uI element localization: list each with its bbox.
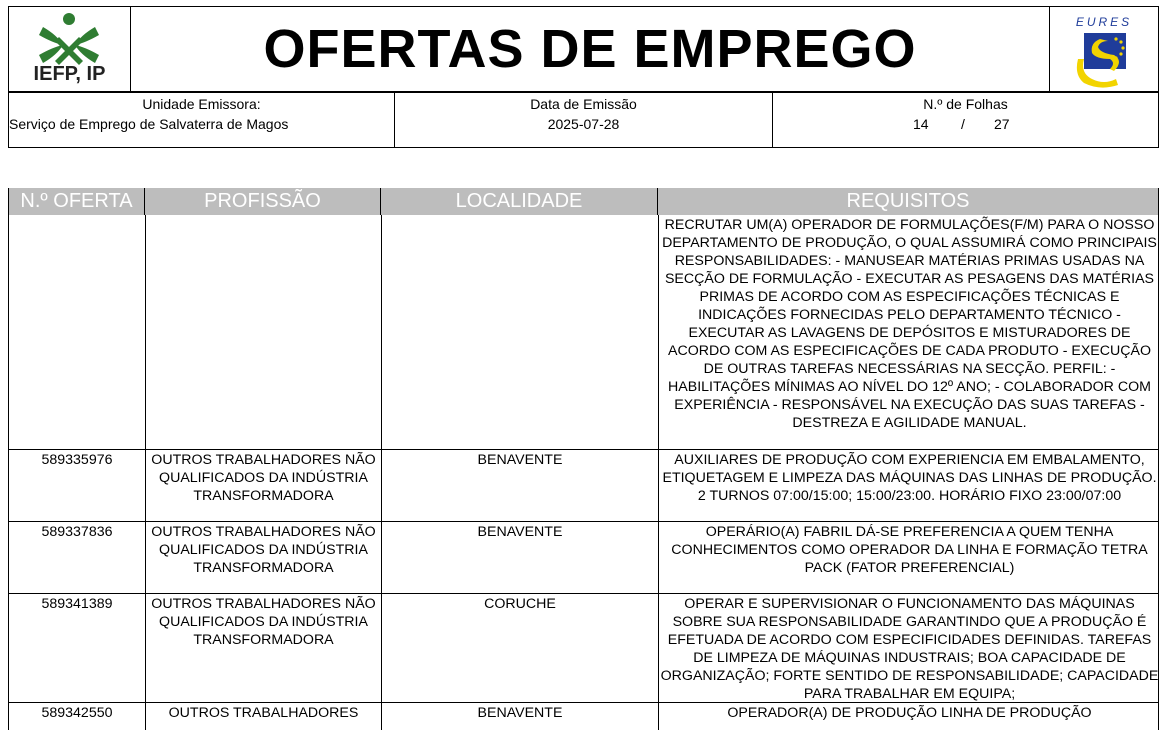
cell-oferta: 589335976 [9, 450, 146, 521]
eures-text: EURES [1075, 15, 1133, 29]
data-value: 2025-07-28 [547, 116, 620, 132]
cell-localidade: CORUCHE [382, 594, 659, 702]
cell-profissao: OUTROS TRABALHADORES NÃO QUALIFICADOS DA INDÚSTRIA TRANSFORMADORA [146, 450, 382, 521]
table-row [9, 450, 1159, 522]
header-requisitos: REQUISITOS [658, 188, 1159, 215]
cell-localidade: BENAVENTE [382, 450, 659, 521]
cell-profissao: OUTROS TRABALHADORES [146, 703, 382, 730]
header-profissao: PROFISSÃO [145, 188, 381, 215]
folhas-label: N.º de Folhas [923, 96, 1008, 112]
cell-oferta: 589337836 [9, 522, 146, 593]
iefp-logo [8, 6, 131, 92]
cell-localidade [382, 215, 659, 449]
header-oferta: N.º OFERTA [8, 188, 145, 215]
cell-requisitos: RECRUTAR UM(A) OPERADOR DE FORMULAÇÕES(F/M) PARA O NOSSO DEPARTAMENTO DE PRODUÇÃO, O QUAL ASSUMIRÁ COMO PRINCIPAIS RESPONSABILIDADES: - MANUSEAR MATÉRIAS PRIMAS USADAS NA SECÇÃO DE FORMULAÇÃO - EXECUTAR AS PESAGENS DAS MATÉRIAS PRIMAS DE ACORDO COM AS ESPECIFICAÇÕES TÉCNICAS E INDICAÇÕES FORNECIDAS PELO DEPARTAMENTO TÉCNICO - EXECUTAR AS LAVAGENS DE DEPÓSITOS E MISTURADORES DE ACORDO COM AS ESPECIFICAÇÕES DE CADA PRODUTO - EXECUÇÃO DE OUTRAS TAREFAS NECESSÁRIAS NA SECÇÃO. PERFIL: - HABILITAÇÕES MÍNIMAS AO NÍVEL DO 12º ANO; - COLABORADOR COM EXPERIÊNCIA - RESPONSÁVEL NA EXECUÇÃO DAS SUAS TAREFAS - DESTREZA E AGILIDADE MANUAL. [662, 217, 1157, 431]
table-row [9, 215, 1159, 450]
cell-profissao: OUTROS TRABALHADORES NÃO QUALIFICADOS DA INDÚSTRIA TRANSFORMADORA [146, 594, 382, 702]
cell-requisitos: OPERAR E SUPERVISIONAR O FUNCIONAMENTO DAS MÁQUINAS SOBRE SUA RESPONSABILIDADE GARANTINDO QUE A PRODUÇÃO É EFETUADA DE ACORDO COM ESPECIFICIDADES DEFINIDAS. TAREFAS DE LIMPEZA DE MÁQUINAS INDUSTRAIS; BOA CAPACIDADE DE ORGANIZAÇÃO; FORTE SENTIDO DE RESPONSABILIDADE; CAPACIDADE PARA TRABALHAR EM EQUIPA; [660, 596, 1159, 702]
cell-localidade: BENAVENTE [382, 522, 659, 593]
cell-requisitos: AUXILIARES DE PRODUÇÃO COM EXPERIENCIA EM EMBALAMENTO, ETIQUETAGEM E LIMPEZA DAS MÁQUINAS DAS LINHAS DE PRODUÇÃO. 2 TURNOS 07:00/15:00; 15:00/23:00. HORÁRIO FIXO 23:00/07:00 [662, 452, 1157, 504]
data-label: Data de Emissão [530, 96, 637, 112]
cell-requisitos: OPERÁRIO(A) FABRIL DÁ-SE PREFERENCIA A QUEM TENHA CONHECIMENTOS COMO OPERADOR DA LINHA E FORMAÇÃO TETRA PACK (FATOR PREFERENCIAL) [671, 524, 1148, 576]
cell-oferta [9, 215, 146, 449]
table-row [9, 522, 1159, 594]
table-row [9, 594, 1159, 703]
unidade-emissora [8, 92, 395, 148]
table-header [8, 188, 1159, 215]
cell-localidade: BENAVENTE [382, 703, 659, 730]
unidade-label: Unidade Emissora: [142, 96, 261, 112]
folhas-separator: / [961, 116, 965, 132]
cell-oferta: 589341389 [9, 594, 146, 702]
folhas-current: 14 [913, 116, 929, 132]
unidade-value: Serviço de Emprego de Salvaterra de Magos [9, 116, 289, 132]
folhas-total: 27 [994, 116, 1010, 132]
table-body [8, 215, 1159, 730]
header-localidade: LOCALIDADE [381, 188, 658, 215]
data-emissao [394, 92, 773, 148]
numero-folhas [772, 92, 1159, 148]
eures-logo [1049, 6, 1159, 92]
cell-requisitos: OPERADOR(A) DE PRODUÇÃO LINHA DE PRODUÇÃO [727, 705, 1092, 721]
cell-oferta: 589342550 [9, 703, 146, 730]
eures-emblem-icon [1070, 29, 1140, 89]
page-title: OFERTAS DE EMPREGO [130, 6, 1050, 92]
cell-profissao: OUTROS TRABALHADORES NÃO QUALIFICADOS DA INDÚSTRIA TRANSFORMADORA [146, 522, 382, 593]
cell-profissao [146, 215, 382, 449]
logo-text: IEFP, IP [33, 63, 106, 85]
table-row [9, 703, 1159, 730]
